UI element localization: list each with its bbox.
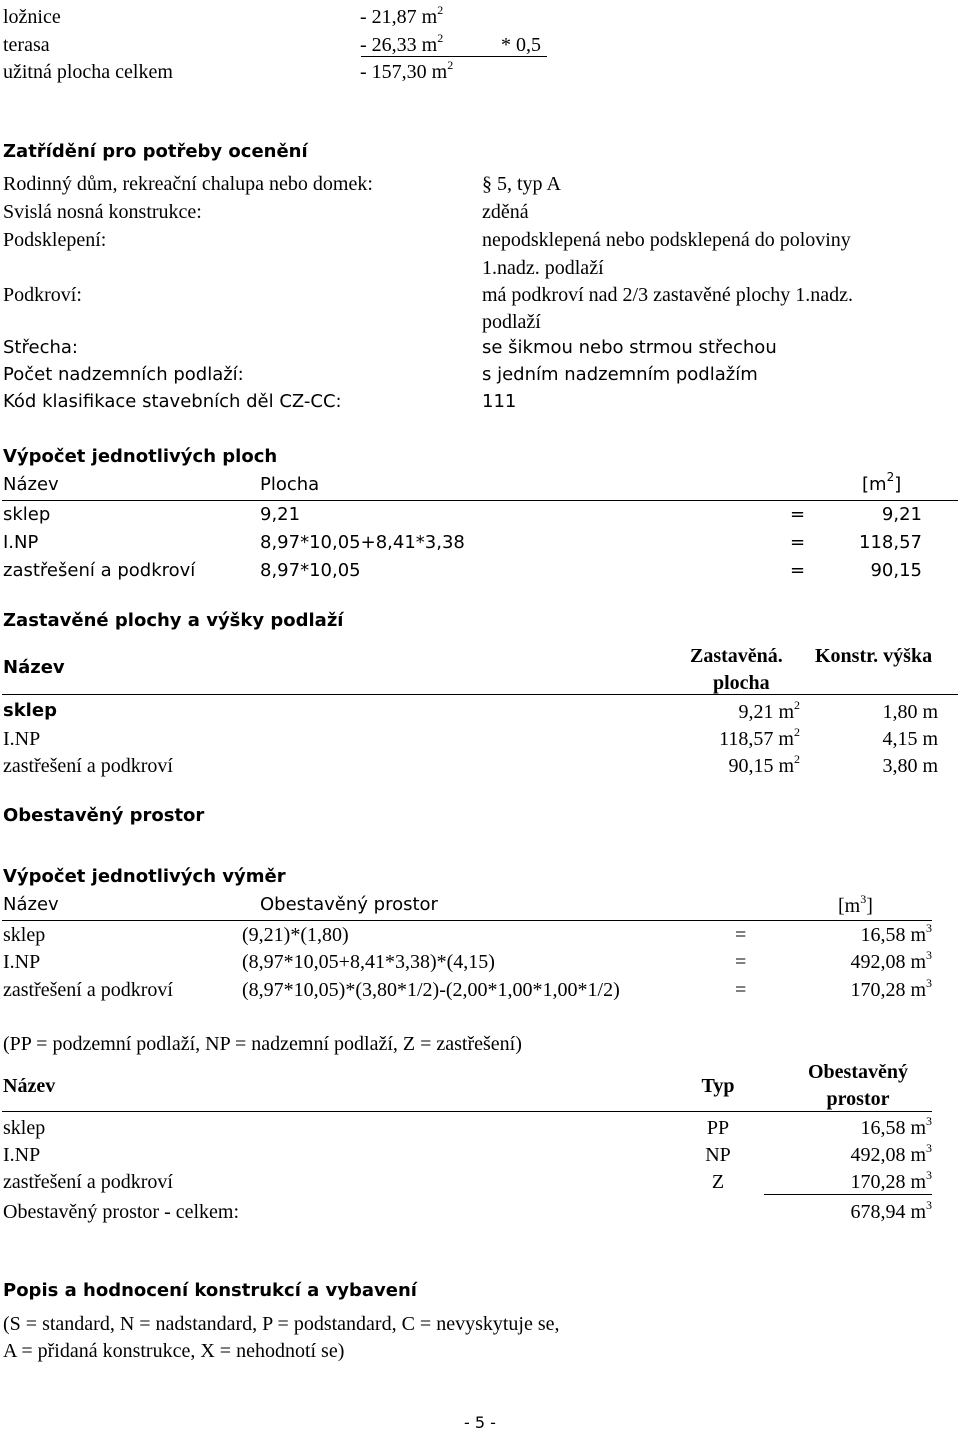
areas-calc-heading: Výpočet jednotlivých ploch: [3, 446, 278, 467]
volumes-calc-row-result: 492,08 $m^3$: [850, 948, 932, 973]
volumes-calc-heading: Výpočet jednotlivých výměr: [3, 866, 286, 887]
classification-label: Rodinný dům, rekreační chalupa nebo domek:: [3, 173, 373, 195]
classification-label: Podkroví:: [3, 284, 82, 306]
volume-summary-row-name: zastřešení a podkroví: [3, 1171, 173, 1193]
built-heights-heading: Zastavěné plochy a výšky podlaží: [3, 610, 344, 631]
volume-summary-row-volume: 170,28 $m^3$: [850, 1168, 932, 1193]
top-area-rule: [361, 56, 547, 57]
volumes-calc-row-result: 16,58 $m^3$: [860, 921, 932, 946]
classification-value: zděná: [482, 201, 529, 223]
areas-calc-col-name: Název: [3, 474, 59, 495]
volume-summary-col-type: Typ: [701, 1075, 735, 1097]
volumes-calc-row-eq: =: [735, 979, 747, 1001]
construction-heading: Popis a hodnocení konstrukcí a vybavení: [3, 1280, 417, 1301]
volume-summary-row-type: PP: [706, 1117, 730, 1139]
built-heights-row-name: sklep: [3, 700, 57, 721]
areas-calc-row-eq: =: [790, 504, 806, 525]
classification-label: Počet nadzemních podlaží:: [3, 364, 244, 385]
built-heights-col-name: Název: [3, 657, 65, 678]
volume-summary-row-type: Z: [711, 1171, 725, 1193]
top-area-value: - 26,33 $m^2$: [360, 31, 444, 56]
volume-summary-row-name: I.NP: [3, 1144, 41, 1166]
volumes-calc-row-formula: (8,97*10,05)*(3,80*1/2)-(2,00*1,00*1,00*1/2): [242, 979, 620, 1001]
volume-summary-total-label: Obestavěný prostor - celkem:: [3, 1201, 240, 1223]
top-area-value: - 157,30 $m^2$: [360, 58, 454, 83]
areas-calc-row-eq: =: [790, 532, 806, 553]
classification-heading: Zatřídění pro potřeby ocenění: [3, 141, 308, 162]
classification-value: má podkroví nad 2/3 zastavěné plochy 1.nadz.: [482, 284, 853, 306]
built-heights-header-rule: [2, 694, 958, 695]
volumes-calc-header-rule: [2, 920, 932, 921]
volume-summary-col-volume-continued: prostor: [826, 1088, 890, 1110]
built-heights-row-height: 4,15 m: [882, 728, 938, 750]
volume-summary-row-name: sklep: [3, 1117, 46, 1139]
volume-summary-total-rule: [764, 1194, 932, 1195]
classification-value-continued: 1.nadz. podlaží: [482, 257, 604, 279]
volumes-calc-row-name: zastřešení a podkroví: [3, 979, 173, 1001]
areas-calc-row-formula: 8,97*10,05+8,41*3,38: [260, 532, 465, 553]
areas-calc-col-unit: $[m^2]$: [862, 470, 902, 495]
areas-calc-row-formula: 9,21: [260, 504, 301, 525]
areas-calc-row-name: I.NP: [3, 532, 39, 553]
page-number: - 5 -: [464, 1413, 496, 1432]
built-heights-col-height: Konstr. výška: [815, 645, 933, 667]
classification-value: se šikmou nebo strmou střechou: [482, 337, 777, 358]
built-heights-row-height: 3,80 m: [882, 755, 938, 777]
volume-summary-col-name: Název: [3, 1075, 56, 1097]
top-area-name: terasa: [3, 34, 50, 56]
volumes-calc-col-name: Název: [3, 894, 59, 915]
volume-summary-col-volume: Obestavěný: [808, 1061, 908, 1083]
construction-legend-continued: A = přidaná konstrukce, X = nehodnotí se): [3, 1340, 345, 1362]
volumes-calc-row-name: sklep: [3, 924, 46, 946]
areas-calc-col-area: Plocha: [260, 474, 320, 495]
built-heights-col-area: Zastavěná.: [690, 645, 783, 667]
built-heights-col-area-continued: plocha: [713, 672, 770, 694]
volume-summary-header-rule: [2, 1111, 932, 1112]
classification-value: s jedním nadzemním podlažím: [482, 364, 758, 385]
classification-value-continued: podlaží: [482, 311, 541, 333]
construction-legend: (S = standard, N = nadstandard, P = podstandard, C = nevyskytuje se,: [3, 1313, 560, 1335]
volume-summary-row-volume: 492,08 $m^3$: [850, 1141, 932, 1166]
classification-label: Střecha:: [3, 337, 78, 358]
volumes-calc-col-volume: Obestavěný prostor: [260, 894, 438, 915]
built-heights-row-height: 1,80 m: [882, 701, 938, 723]
top-area-value: - 21,87 $m^2$: [360, 3, 444, 28]
areas-calc-row-name: zastřešení a podkroví: [3, 560, 196, 581]
areas-calc-header-rule: [2, 500, 958, 501]
volumes-calc-row-name: I.NP: [3, 951, 41, 973]
areas-calc-row-result: 118,57: [859, 532, 922, 553]
built-heights-row-area: 9,21 $m^2$: [738, 698, 800, 723]
areas-calc-row-result: 9,21: [881, 504, 922, 525]
volumes-calc-row-result: 170,28 $m^3$: [850, 976, 932, 1001]
volumes-calc-row-formula: (8,97*10,05+8,41*3,38)*(4,15): [242, 951, 495, 973]
areas-calc-row-formula: 8,97*10,05: [260, 560, 361, 581]
classification-label: Podsklepení:: [3, 229, 107, 251]
classification-value: nepodsklepená nebo podsklepená do poloviny: [482, 229, 851, 251]
volume-summary-total-value: 678,94 $m^3$: [850, 1198, 932, 1223]
areas-calc-row-name: sklep: [3, 504, 51, 525]
top-area-name: užitná plocha celkem: [3, 61, 173, 83]
volumes-calc-row-eq: =: [735, 951, 747, 973]
top-area-note: * 0,5: [501, 34, 541, 56]
volumes-calc-col-unit: $[m^3]$: [838, 892, 873, 917]
built-heights-row-name: zastřešení a podkroví: [3, 755, 173, 777]
top-area-name: ložnice: [3, 6, 61, 28]
volume-summary-row-type: NP: [705, 1144, 731, 1166]
built-heights-row-name: I.NP: [3, 728, 41, 750]
areas-calc-row-result: 90,15: [870, 560, 922, 581]
volumes-calc-row-eq: =: [735, 924, 747, 946]
built-heights-row-area: 118,57 $m^2$: [719, 725, 800, 750]
volumes-calc-row-formula: (9,21)*(1,80): [242, 924, 349, 946]
built-heights-row-area: 90,15 $m^2$: [728, 752, 800, 777]
volume-summary-row-volume: 16,58 $m^3$: [860, 1114, 932, 1139]
areas-calc-row-eq: =: [790, 560, 806, 581]
floors-legend: (PP = podzemní podlaží, NP = nadzemní podlaží, Z = zastřešení): [3, 1033, 522, 1055]
classification-value: 111: [482, 391, 517, 412]
classification-value: § 5, typ A: [482, 173, 561, 195]
enclosed-heading: Obestavěný prostor: [3, 805, 205, 826]
classification-label: Svislá nosná konstrukce:: [3, 201, 202, 223]
classification-label: Kód klasifikace stavebních děl CZ-CC:: [3, 391, 342, 412]
